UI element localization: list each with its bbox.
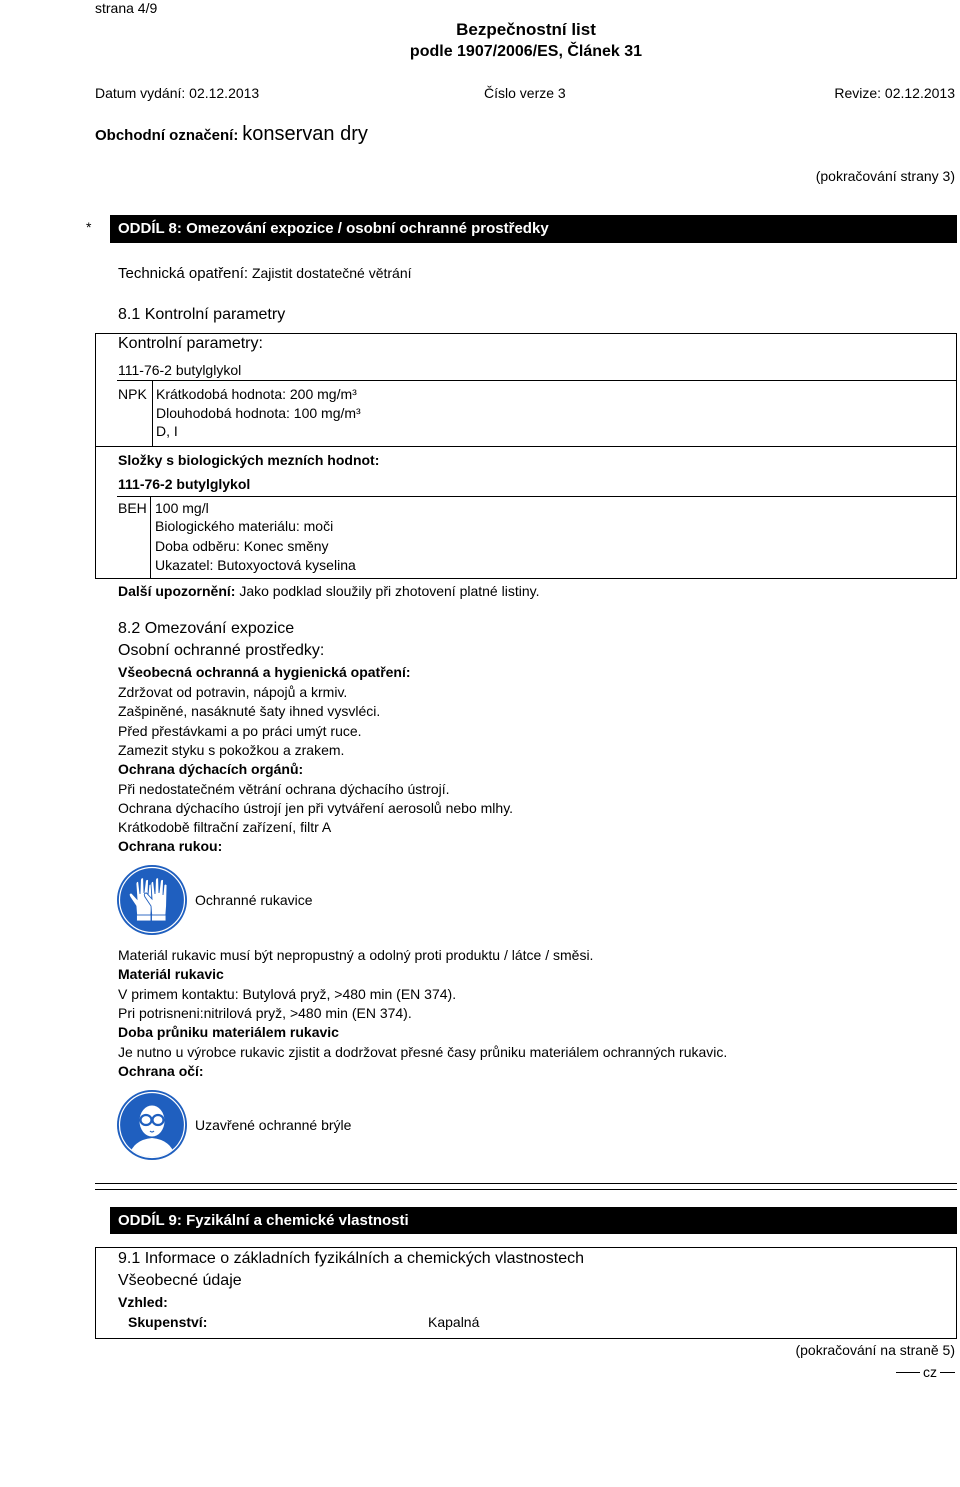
biological-value: 100 mg/l bbox=[155, 500, 209, 516]
biological-table-column-divider bbox=[150, 496, 151, 578]
gloves-caption: Ochranné rukavice bbox=[195, 892, 313, 908]
biological-table-divider bbox=[117, 496, 957, 497]
control-value: Krátkodobá hodnota: 200 mg/m³ bbox=[156, 386, 357, 402]
document-subtitle: podle 1907/2006/ES, Článek 31 bbox=[409, 43, 643, 60]
gloves-icon bbox=[117, 865, 187, 935]
control-type: NPK bbox=[118, 386, 147, 402]
eye-protection-label: Ochrana očí: bbox=[118, 1063, 204, 1079]
glove-material-label: Materiál rukavic bbox=[118, 966, 224, 982]
glove-material-line: V primem kontaktu: Butylová pryž, >480 min (EN 374). bbox=[118, 986, 457, 1002]
technical-measures-label: Technická opatření: bbox=[118, 265, 249, 282]
page-number: strana 4/9 bbox=[95, 0, 158, 16]
language-rule-right bbox=[940, 1372, 955, 1373]
general-info-heading: Všeobecné údaje bbox=[118, 1272, 242, 1289]
hygiene-line: Před přestávkami a po práci umýt ruce. bbox=[118, 723, 362, 739]
respiratory-line: Krátkodobě filtrační zařízení, filtr A bbox=[118, 819, 332, 835]
box-divider bbox=[95, 446, 957, 447]
section-8-title-bar: ODDÍL 8: Omezování expozice / osobní ochranné prostředky bbox=[110, 215, 957, 243]
continued-from: (pokračování strany 3) bbox=[815, 168, 955, 184]
physical-state-value: Kapalná bbox=[428, 1314, 480, 1330]
hygiene-line: Zašpiněné, nasáknuté šaty ihned vysvléci. bbox=[118, 703, 381, 719]
section-separator bbox=[95, 1183, 957, 1184]
ppe-heading: Osobní ochranné prostředky: bbox=[118, 642, 325, 659]
goggles-icon bbox=[117, 1090, 187, 1160]
technical-measures-value: Zajistit dostatečné větrání bbox=[251, 265, 412, 281]
language-rule-left bbox=[896, 1372, 920, 1373]
biological-substance: 111-76-2 butylglykol bbox=[118, 476, 251, 492]
control-table-divider bbox=[117, 380, 957, 381]
glove-requirement: Materiál rukavic musí být nepropustný a odolný proti produktu / látce / směsi. bbox=[118, 947, 594, 963]
technical-measures bbox=[118, 264, 412, 283]
subsection-8-1-heading: 8.1 Kontrolní parametry bbox=[118, 306, 286, 323]
biological-limits-heading: Složky s biologických mezních hodnot: bbox=[118, 452, 380, 468]
trade-name: konservan dry bbox=[242, 123, 368, 145]
breakthrough-label: Doba průniku materiálem rukavic bbox=[118, 1024, 339, 1040]
section-separator bbox=[95, 1189, 957, 1190]
biological-value: Ukazatel: Butoxyoctová kyselina bbox=[155, 557, 356, 573]
physical-state-label: Skupenství: bbox=[128, 1314, 208, 1330]
hygiene-label: Všeobecná ochranná a hygienická opatření: bbox=[118, 664, 411, 680]
document-title: Bezpečnostní list bbox=[456, 20, 596, 39]
breakthrough-text: Je nutno u výrobce rukavic zjistit a dodržovat přesné časy průniku materiálem ochranných rukavic. bbox=[118, 1044, 728, 1060]
control-table-column-divider bbox=[152, 380, 153, 446]
revision-date: Revize: 02.12.2013 bbox=[834, 85, 955, 101]
glove-material-line: Pri potrisneni:nitrilová pryž, >480 min (EN 374). bbox=[118, 1005, 412, 1021]
trade-name-label: Obchodní označení: bbox=[95, 127, 239, 144]
appearance-label: Vzhled: bbox=[118, 1294, 168, 1310]
hygiene-line: Zamezit styku s pokožkou a zrakem. bbox=[118, 742, 345, 758]
goggles-caption: Uzavřené ochranné brýle bbox=[195, 1117, 352, 1133]
additional-notes-value: Jako podklad sloužily při zhotovení platné listiny. bbox=[239, 583, 540, 599]
control-value: Dlouhodobá hodnota: 100 mg/m³ bbox=[156, 405, 361, 421]
respiratory-line: Při nedostatečném větrání ochrana dýchacího ústrojí. bbox=[118, 781, 450, 797]
biological-value: Doba odběru: Konec směny bbox=[155, 538, 329, 554]
change-marker: * bbox=[86, 219, 92, 235]
hand-protection-label: Ochrana rukou: bbox=[118, 838, 223, 854]
continued-on: (pokračování na straně 5) bbox=[795, 1342, 955, 1358]
control-substance: 111-76-2 butylglykol bbox=[118, 362, 242, 378]
biological-value: Biologického materiálu: moči bbox=[155, 518, 334, 534]
additional-notes-label: Další upozornění: bbox=[118, 583, 236, 599]
control-value: D, I bbox=[156, 423, 178, 439]
subsection-8-2-heading: 8.2 Omezování expozice bbox=[118, 620, 295, 637]
trade-name-line bbox=[95, 121, 368, 149]
biological-type: BEH bbox=[118, 500, 147, 516]
hygiene-line: Zdržovat od potravin, nápojů a krmiv. bbox=[118, 684, 348, 700]
additional-notes bbox=[118, 582, 539, 600]
language-code: cz bbox=[923, 1364, 937, 1380]
section-9-title-bar: ODDÍL 9: Fyzikální a chemické vlastnosti bbox=[110, 1207, 957, 1234]
issue-date: Datum vydání: 02.12.2013 bbox=[95, 85, 260, 101]
control-parameters-heading: Kontrolní parametry: bbox=[118, 335, 263, 352]
respiratory-label: Ochrana dýchacích orgánů: bbox=[118, 761, 304, 777]
subsection-9-1-heading: 9.1 Informace o základních fyzikálních a chemických vlastnostech bbox=[118, 1250, 584, 1267]
respiratory-line: Ochrana dýchacího ústrojí jen při vytváření aerosolů nebo mlhy. bbox=[118, 800, 514, 816]
version-number: Číslo verze 3 bbox=[484, 85, 566, 101]
